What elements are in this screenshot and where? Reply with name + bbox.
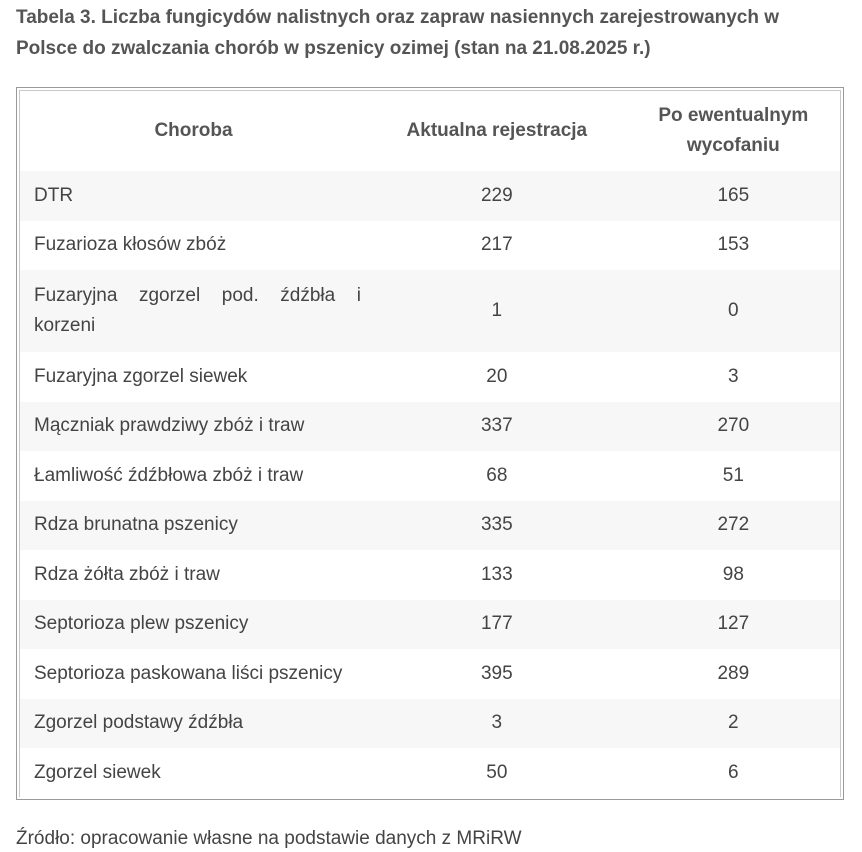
row-current: 1 xyxy=(367,270,627,352)
row-disease: Rdza żółta zbóż i traw xyxy=(20,550,367,600)
table-row xyxy=(20,600,840,650)
row-disease: Fuzaryjna zgorzel siewek xyxy=(20,352,367,402)
row-current: 3 xyxy=(367,699,627,749)
table-row xyxy=(20,748,840,798)
row-current: 217 xyxy=(367,221,627,271)
row-disease: Septorioza plew pszenicy xyxy=(20,600,367,650)
row-after: 127 xyxy=(627,600,840,650)
row-disease: Łamliwość źdźbłowa zbóż i traw xyxy=(20,451,367,501)
header-aktualna-rejestracja: Aktualna rejestracja xyxy=(406,120,588,141)
row-current: 68 xyxy=(367,451,627,501)
row-after: 98 xyxy=(627,550,840,600)
row-disease: Zgorzel siewek xyxy=(20,748,367,798)
row-after: 0 xyxy=(627,270,840,352)
table-row xyxy=(20,451,840,501)
table-row xyxy=(20,550,840,600)
row-current: 50 xyxy=(367,748,627,798)
table-row xyxy=(20,699,840,749)
table-frame xyxy=(16,87,844,800)
row-current: 133 xyxy=(367,550,627,600)
header-row xyxy=(20,91,840,171)
row-current: 20 xyxy=(367,352,627,402)
fungicide-table xyxy=(20,91,840,798)
row-after: 153 xyxy=(627,221,840,271)
row-after: 51 xyxy=(627,451,840,501)
row-disease: Rdza brunatna pszenicy xyxy=(20,501,367,551)
row-current: 395 xyxy=(367,649,627,699)
row-after: 289 xyxy=(627,649,840,699)
table-row xyxy=(20,352,840,402)
table-row xyxy=(20,171,840,221)
row-current: 335 xyxy=(367,501,627,551)
table-row xyxy=(20,649,840,699)
row-current: 177 xyxy=(367,600,627,650)
row-current: 229 xyxy=(367,171,627,221)
row-disease: DTR xyxy=(20,171,367,221)
table-inner-border xyxy=(19,90,841,797)
table-caption: Tabela 3. Liczba fungicydów nalistnych oraz zapraw nasiennych zarejestrowanych w Polsce do zwalczania chorób w pszenicy ozimej (stan na 21.08.2025 r.) xyxy=(16,7,780,59)
row-disease: Zgorzel podstawy źdźbła xyxy=(20,699,367,749)
row-after: 3 xyxy=(627,352,840,402)
table-row xyxy=(20,270,840,352)
row-after: 6 xyxy=(627,748,840,798)
row-after: 165 xyxy=(627,171,840,221)
row-disease: Mączniak prawdziwy zbóż i traw xyxy=(20,402,367,452)
header-po-wycofaniu: Po ewentualnym wycofaniu xyxy=(658,105,809,156)
row-after: 2 xyxy=(627,699,840,749)
table-row xyxy=(20,501,840,551)
table-row xyxy=(20,221,840,271)
row-disease: Fuzarioza kłosów zbóż xyxy=(20,221,367,271)
row-disease: Septorioza paskowana liści pszenicy xyxy=(20,649,367,699)
row-current: 337 xyxy=(367,402,627,452)
header-choroba: Choroba xyxy=(154,120,233,141)
row-disease: Fuzaryjna zgorzel pod. źdźbła i korzeni xyxy=(20,270,367,352)
source-note: Źródło: opracowanie własne na podstawie danych z MRiRW xyxy=(16,828,522,849)
row-after: 272 xyxy=(627,501,840,551)
table-row xyxy=(20,402,840,452)
row-after: 270 xyxy=(627,402,840,452)
